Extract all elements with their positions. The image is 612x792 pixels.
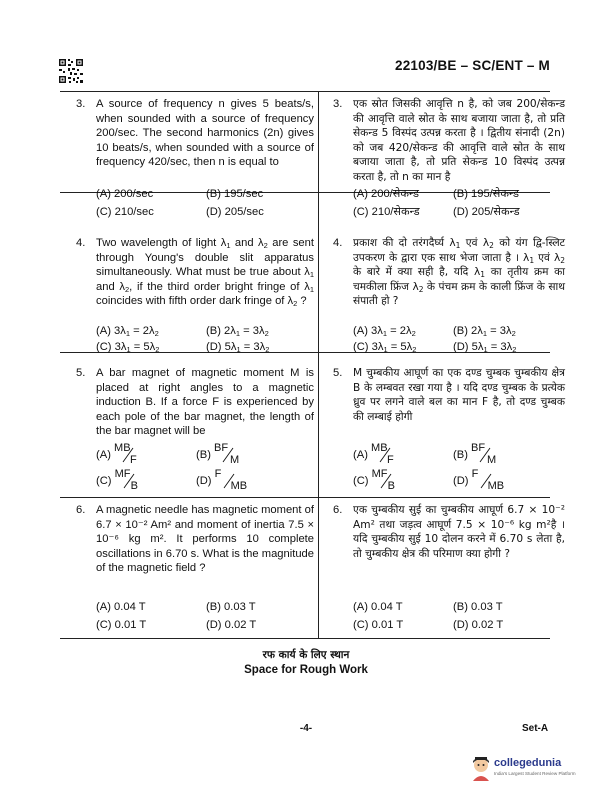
logo-name: collegedunia [494,757,562,769]
question-4-en-text [96,236,314,309]
logo-tagline: India's Largest Student Review Platform [494,771,576,776]
option-a: (A) 200/सेकन्ड [353,188,419,200]
option-b: (B) BF M [196,442,240,466]
option-d: (D) $5\lambda_1 = 3\lambda_2$ [453,341,517,354]
option-c: (C) 210/सेकन्ड [353,206,420,218]
option-a: (A) $3\lambda_1 = 2\lambda_2$ [353,325,416,338]
option-a: (A) 0.04 T [353,601,403,613]
question-3-hi-text: एक स्रोत जिसकी आवृत्ति n है, को जब 200/सेकन्ड की आवृत्ति वाले स्रोत के साथ बजाया जाता है, तो प्रति सेकन्ड 5 विस्पंद उत्पन्न करता है । द्वितीय संनादी (2n) को जब 420/सेकन्ड की आवृत्ति वाले स्रोत के साथ बजाया जाता है, तो प्रति सेकन्ड 10 विस्पंद उत्पन्न करता है, तो n का मान है [353,98,565,183]
question-3-en-text: A source of frequency n gives 5 beats/s, when sounded with a source of frequency 200/sec. The second harmonics (2n) gives 10 beats/s, when sounded with a source of frequency 420/sec, then n is equal to [96,98,314,169]
option-b: (B) 0.03 T [206,601,256,613]
question-number: 5. [333,367,343,379]
option-d: (D) 0.02 T [206,619,257,631]
question-number: 3. [76,98,86,110]
option-c: (C) 210/sec [96,206,154,218]
option-d: (D) F MB [196,468,248,492]
question-number: 6. [76,504,86,516]
qr-code-icon [58,58,84,84]
option-a: (A) 200/sec [96,188,154,200]
option-b: (B) BF M [453,442,497,466]
question-number: 5. [76,367,86,379]
option-b: (B) $2\lambda_1 = 3\lambda_2$ [206,325,269,338]
rough-work-label-hindi: रफ कार्य के लिए स्थान [262,649,350,661]
top-divider [60,91,550,92]
question-text-part: प्रकाश की दो तरंगदैर्घ्य $\lambda_1$ एवं $\lambda_2$ को यंग द्वि-स्लिट उपकरण के द्वारा एक साथ भेजा जाता है । $\lambda_1$ एवं $\lambda_2$ के बारे में क्या सही है, यदि $\lambda_1$ का तृतीय क्रम का चमकीला फ्रिंज $\lambda_2$ के पंचम क्रम के काली फ्रिंज के साथ संपाती हो ? [353,237,566,308]
question-number: 4. [76,237,86,249]
question-number: 3. [333,98,343,110]
option-b: (B) 195/सेकन्ड [453,188,519,200]
option-c: (C) MF B [353,468,395,492]
question-5-en-text: A bar magnet of magnetic moment M is placed at right angles to a magnetic induction B. If a force F is experienced by each pole of the bar magnet, the length of the bar magnet will be [96,367,314,438]
question-text-part: Two wavelength of light $\lambda_1$ and $\lambda_2$ are sent through Young's double slit apparatus simultaneously. What must be true about $\lambda_1$ and $\lambda_2$, if the third order bright fringe of $\lambda_1$ coincides with fifth order dark fringe of $\lambda_2$ ? [96,237,314,309]
option-c: (C) MF B [96,468,138,492]
option-b: (B) 195/sec [206,188,264,200]
page-number: -4- [299,723,313,734]
question-5-hi-text: M चुम्बकीय आघूर्ण का एक दण्ड चुम्बक चुम्बकीय क्षेत्र B के लम्बवत रखा गया है । यदि दण्ड चुम्बक के प्रत्येक ध्रुव पर लगने वाले बल का मान F है, तो दण्ड चुम्बक की लम्बाई होगी [353,367,565,423]
option-d: (D) F MB [453,468,505,492]
question-text [96,97,314,170]
option-b: (B) 0.03 T [453,601,503,613]
option-d: (D) 205/sec [206,206,264,218]
option-b: (B) $2\lambda_1 = 3\lambda_2$ [453,325,516,338]
question-4-hi-text [353,236,565,309]
option-d: (D) 205/सेकन्ड [453,206,520,218]
option-c: (C) $3\lambda_1 = 5\lambda_2$ [353,341,417,354]
question-number: 6. [333,504,343,516]
option-d: (D) 0.02 T [453,619,504,631]
column-divider [318,92,319,638]
option-d: (D) $5\lambda_1 = 3\lambda_2$ [206,341,270,354]
option-c: (C) 0.01 T [353,619,404,631]
divider-q6 [60,638,550,639]
divider-q5 [60,497,550,498]
student-avatar-icon [470,755,492,781]
option-a: (A) MB F [96,442,137,466]
option-c: (C) $3\lambda_1 = 5\lambda_2$ [96,341,160,354]
option-a: (A) 0.04 T [96,601,146,613]
question-number: 4. [333,237,343,249]
paper-code: 22103/BE – SC/ENT – M [394,58,550,73]
option-c: (C) 0.01 T [96,619,147,631]
set-label: Set-A [522,723,549,734]
option-a: (A) $3\lambda_1 = 2\lambda_2$ [96,325,159,338]
rough-work-label: Space for Rough Work [244,664,368,676]
question-6-hi-text: एक चुम्बकीय सुई का चुम्बकीय आघूर्ण 6.7 × 10⁻² Am² तथा जड़त्व आघूर्ण 7.5 × 10⁻⁶ kg m²है । यदि चुम्बकीय सुई 10 दोलन करने में 6.70 s लेता है, तो चुम्बकीय क्षेत्र की परिमाण क्या होगी ? [353,504,565,560]
option-a: (A) MB F [353,442,394,466]
question-6-en-text: A magnetic needle has magnetic moment of 6.7 × 10⁻² Am² and moment of inertia 7.5 × 10⁻⁶ kg m². It performs 10 complete oscillations in 6.70 s. What is the magnitude of the magnetic field ? [96,504,314,575]
collegedunia-logo [470,755,612,785]
